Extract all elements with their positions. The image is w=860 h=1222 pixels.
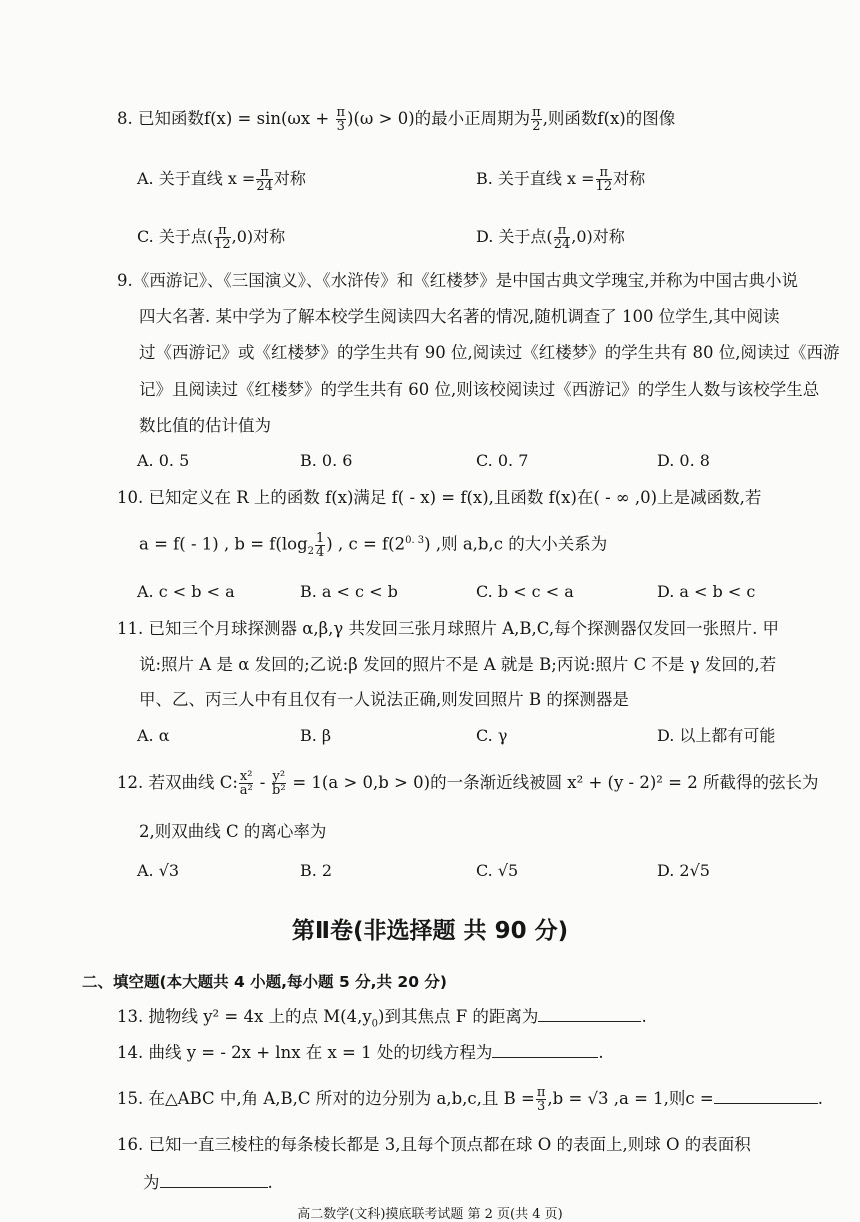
q15-line: 15. 在△ABC 中,角 A,B,C 所对的边分别为 a,b,c,且 B = $\frac{\pi}{3}$ ,b = √3 ,a = 1,则c = . — [117, 1085, 823, 1114]
q16-answer-blank[interactable] — [160, 1172, 268, 1188]
q10-line-2: a = f( - 1) , $b = f(\log_2$ $\frac{1}{4}$ ) , $c = f(2^{0. 3})$ ,则 a,b,c 的大小关系为 — [139, 530, 608, 560]
q9-option-c: C. 0. 7 — [476, 451, 529, 470]
section-2-title: 第Ⅱ卷(非选择题 共 90 分) — [291, 918, 569, 944]
q10-option-b: B. a < c < b — [300, 582, 398, 601]
q10-line-1: 10. 已知定义在 R 上的函数 f(x)满足 f( - x) = f(x),且函数 f(x)在( - ∞ ,0)上是减函数,若 — [117, 488, 762, 507]
q11-line-3: 甲、乙、丙三人中有且仅有一人说法正确,则发回照片 B 的探测器是 — [139, 690, 629, 709]
q8-option-a: A. 关于直线 x = $\frac{\pi}{24}$ 对称 — [137, 165, 306, 194]
q10-option-c: C. b < c < a — [476, 582, 574, 601]
q16-line-1: 16. 已知一直三棱柱的每条棱长都是 3,且每个顶点都在球 O 的表面上,则球 O 的表面积 — [117, 1135, 751, 1154]
q8-text: 8. 已知函数 — [117, 109, 204, 128]
q14-line: 14. 曲线 y = - 2x + lnx 在 x = 1 处的切线方程为 . — [117, 1043, 604, 1062]
q8-tail: ,则函数f(x)的图像 — [542, 109, 676, 128]
q9-line-4: 记》且阅读过《红楼梦》的学生共有 60 位,则该校阅读过《西游记》的学生人数与该校学生总 — [139, 380, 820, 399]
q11-option-b: B. β — [300, 726, 332, 745]
page-footer: 高二数学(文科)摸底联考试题 第 2 页(共 4 页) — [297, 1207, 563, 1222]
q9-option-a: A. 0. 5 — [137, 451, 190, 470]
q8-function: f(x) = sin(ωx + — [204, 109, 335, 128]
q12-line-2: 2,则双曲线 C 的离心率为 — [139, 822, 327, 841]
q12-option-c: C. √5 — [476, 861, 519, 880]
q9-line-3: 过《西游记》或《红楼梦》的学生共有 90 位,阅读过《红楼梦》的学生共有 80 位,阅读过《西游 — [139, 343, 840, 362]
q11-line-1: 11. 已知三个月球探测器 α,β,γ 共发回三张月球照片 A,B,C,每个探测器仅发回一张照片. 甲 — [117, 619, 780, 638]
q8-fraction-pi-over-2: $\frac{\pi}{2}$ — [532, 105, 541, 134]
q13-line: 13. 抛物线 y² = 4x 上的点 $M(4,y_0)$到其焦点 F 的距离为 . — [117, 1007, 647, 1030]
q11-line-2: 说:照片 A 是 α 发回的;乙说:β 发回的照片不是 A 就是 B;丙说:照片 C 不是 γ 发回的,若 — [139, 655, 777, 674]
q10-option-d: D. a < b < c — [657, 582, 756, 601]
q10-option-a: A. c < b < a — [137, 582, 235, 601]
q12-option-a: A. √3 — [137, 861, 180, 880]
q16-line-2: 为 . — [143, 1173, 273, 1192]
q8-period-text: )(ω > 0)的最小正周期为 — [347, 109, 531, 128]
q9-line-1: 9.《西游记》、《三国演义》、《水浒传》和《红楼梦》是中国古典文学瑰宝,并称为中国古典小说 — [117, 271, 798, 290]
q11-option-c: C. γ — [476, 726, 508, 745]
q14-answer-blank[interactable] — [492, 1042, 598, 1058]
question-8-stem — [117, 106, 675, 133]
q9-line-5: 数比值的估计值为 — [139, 416, 271, 435]
q8-fraction-pi-over-3: $\frac{\pi}{3}$ — [336, 105, 346, 134]
q12-fraction-x2-a2: $\frac{\text{x²}}{\text{a²}}$ — [239, 769, 253, 798]
q9-option-d: D. 0. 8 — [657, 451, 710, 470]
q15-answer-blank[interactable] — [714, 1088, 818, 1104]
q12-line-1: 12. 若双曲线 C: $\frac{\text{x²}}{\text{a²}}$ - $\frac{\text{y²}}{\text{b²}}$ = 1(a > 0,b > 0)的一条渐近线被圆 x² + (y - 2)² = 2 所截得的弦长为 — [117, 769, 819, 798]
q13-answer-blank[interactable] — [538, 1006, 641, 1022]
q15-fraction-pi-over-3: $\frac{\pi}{3}$ — [536, 1085, 546, 1114]
q9-line-2: 四大名著. 某中学为了解本校学生阅读四大名著的情况,随机调查了 100 位学生,其中阅读 — [139, 307, 780, 326]
fill-in-blank-heading: 二、填空题(本大题共 4 小题,每小题 5 分,共 20 分) — [82, 973, 447, 991]
q8-option-c: C. 关于点( $\frac{\pi}{12}$ ,0)对称 — [137, 223, 286, 252]
q11-option-a: A. α — [137, 726, 170, 745]
q9-option-b: B. 0. 6 — [300, 451, 353, 470]
q12-option-b: B. 2 — [300, 861, 333, 880]
q12-fraction-y2-b2: $\frac{\text{y²}}{\text{b²}}$ — [272, 769, 286, 798]
q8-option-d: D. 关于点( $\frac{\pi}{24}$ ,0)对称 — [476, 223, 625, 252]
q12-option-d: D. 2√5 — [657, 861, 710, 880]
q11-option-d: D. 以上都有可能 — [657, 726, 776, 745]
q10-fraction-one-quarter: $\frac{1}{4}$ — [316, 530, 325, 560]
q8-option-b: B. 关于直线 x = $\frac{\pi}{12}$ 对称 — [476, 165, 646, 194]
